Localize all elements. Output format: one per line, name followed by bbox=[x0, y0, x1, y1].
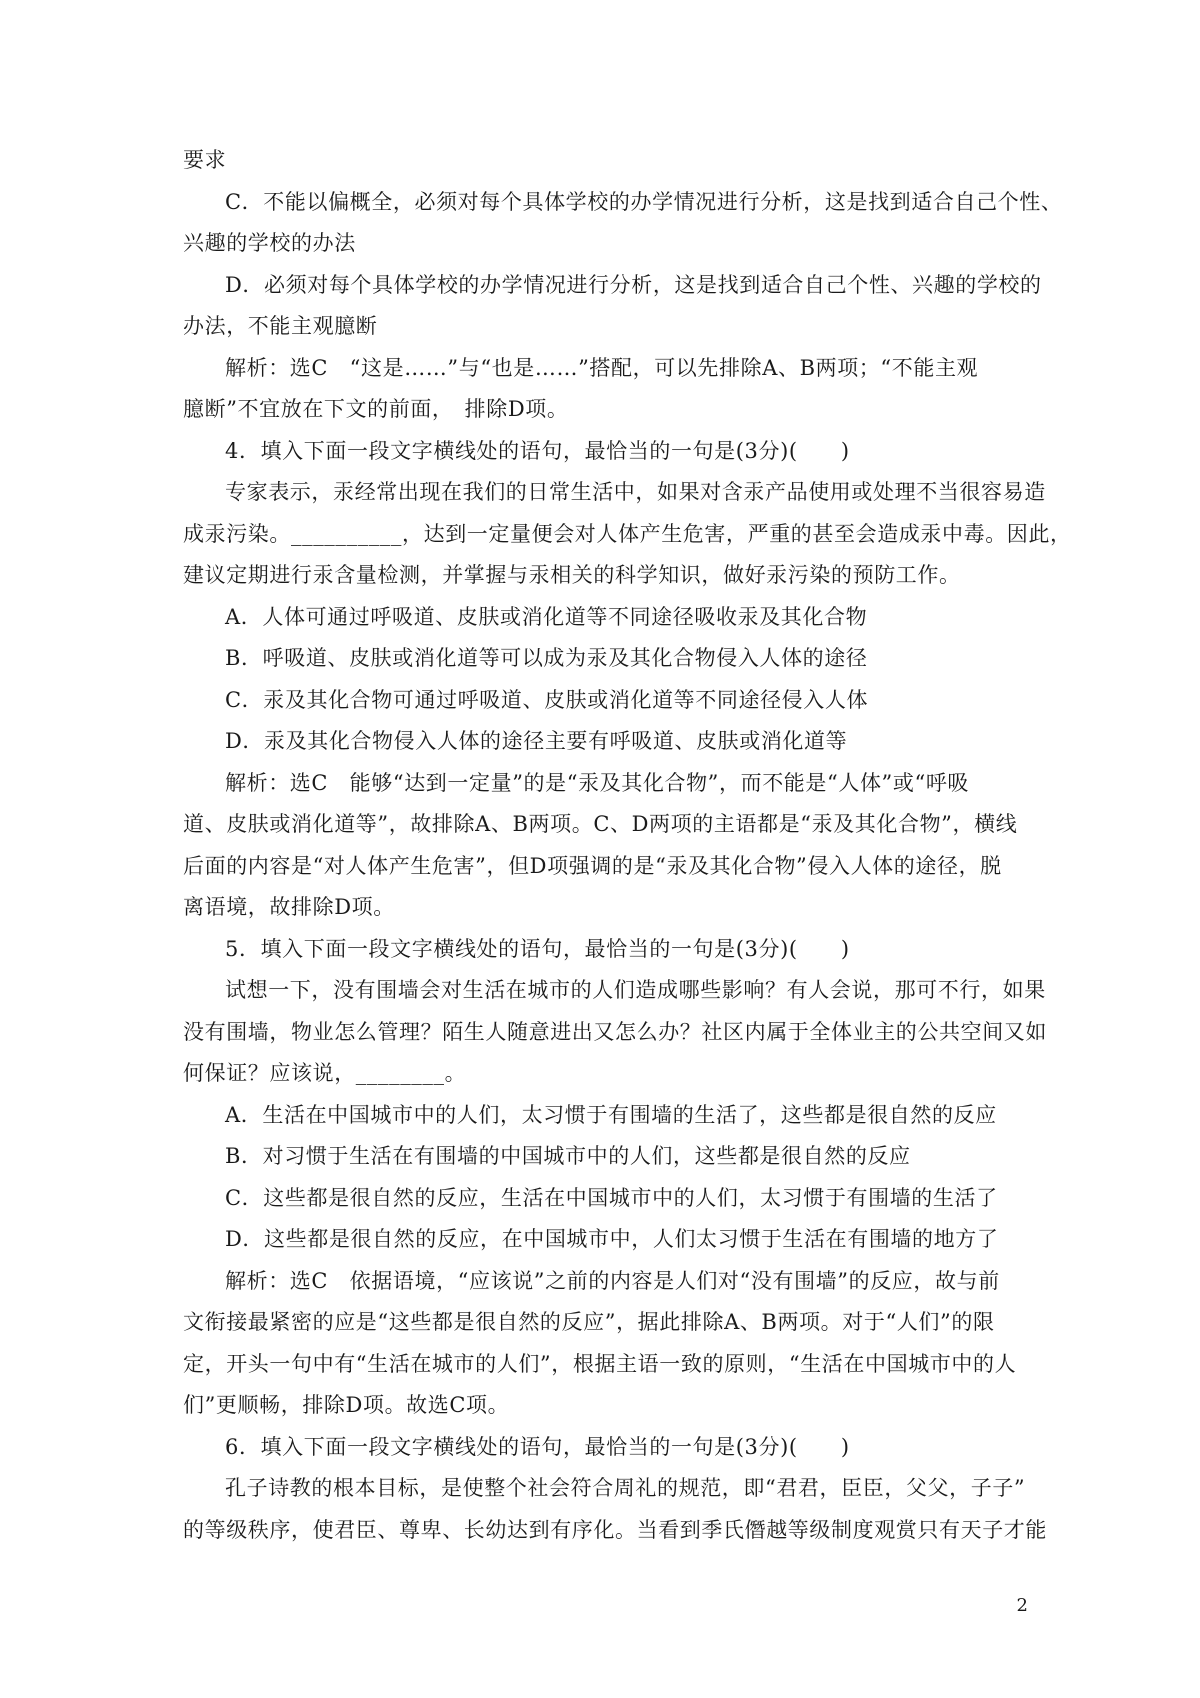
document-body bbox=[183, 140, 1072, 1551]
analysis-q4: 解析：选C 能够“达到一定量”的是“汞及其化合物”，而不能是“人体”或“呼吸 bbox=[225, 770, 970, 795]
passage-q4-cont: 成汞污染。__________，达到一定量便会对人体产生危害，严重的甚至会造成汞中毒。因此， bbox=[183, 521, 1072, 546]
option-c-q5: C．这些都是很自然的反应，生活在中国城市中的人们，太习惯于有围墙的生活了 bbox=[225, 1185, 998, 1210]
option-d-q4: D．汞及其化合物侵入人体的途径主要有呼吸道、皮肤或消化道等 bbox=[225, 729, 848, 753]
passage-q4-cont: 建议定期进行汞含量检测，并掌握与汞相关的科学知识，做好汞污染的预防工作。 bbox=[183, 563, 961, 587]
analysis-q3: 解析：选C “这是……”与“也是……”搭配，可以先排除A、B两项；“不能主观 bbox=[225, 355, 979, 380]
passage-q4: 专家表示，汞经常出现在我们的日常生活中，如果对含汞产品使用或处理不当很容易造 bbox=[225, 480, 1046, 504]
option-b-q5: B．对习惯于生活在有围墙的中国城市中的人们，这些都是很自然的反应 bbox=[225, 1144, 911, 1168]
option-d-q3-cont: 办法，不能主观臆断 bbox=[183, 314, 378, 338]
analysis-q4-cont: 后面的内容是“对人体产生危害”，但D项强调的是“汞及其化合物”侵入人体的途径，脱 bbox=[183, 853, 1002, 878]
page-number: 2 bbox=[1016, 1595, 1028, 1616]
option-c-q4: C．汞及其化合物可通过呼吸道、皮肤或消化道等不同途径侵入人体 bbox=[225, 687, 869, 712]
option-c-q3-cont: 兴趣的学校的办法 bbox=[183, 231, 356, 255]
analysis-q5-cont: 定，开头一句中有“生活在城市的人们”，根据主语一致的原则，“生活在中国城市中的人 bbox=[183, 1351, 1017, 1376]
analysis-q5-cont: 文衔接最紧密的应是“这些都是很自然的反应”，据此排除A、B两项。对于“人们”的限 bbox=[183, 1310, 995, 1334]
passage-q6-cont: 的等级秩序，使君臣、尊卑、长幼达到有序化。当看到季氏僭越等级制度观赏只有天子才能 bbox=[183, 1517, 1047, 1542]
option-c-q3: C．不能以偏概全，必须对每个具体学校的办学情况进行分析，这是找到适合自己个性、 bbox=[225, 189, 1063, 214]
option-d-q3: D．必须对每个具体学校的办学情况进行分析，这是找到适合自己个性、兴趣的学校的 bbox=[225, 272, 1042, 297]
question-5: 5．填入下面一段文字横线处的语句，最恰当的一句是(3分)( ) bbox=[225, 936, 850, 961]
analysis-q3-cont: 臆断”不宜放在下文的前面， 排除D项。 bbox=[183, 397, 569, 421]
analysis-q4-cont: 道、皮肤或消化道等”，故排除A、B两项。C、D两项的主语都是“汞及其化合物”，横线 bbox=[183, 812, 1018, 836]
passage-q6: 孔子诗教的根本目标，是使整个社会符合周礼的规范，即“君君，臣臣，父父，子子” bbox=[225, 1476, 1026, 1500]
analysis-q5: 解析：选C 依据语境，“应该说”之前的内容是人们对“没有围墙”的反应，故与前 bbox=[225, 1268, 1000, 1293]
option-d-q5: D．这些都是很自然的反应，在中国城市中，人们太习惯于生活在有围墙的地方了 bbox=[225, 1227, 999, 1251]
analysis-q4-cont: 离语境，故排除D项。 bbox=[183, 895, 395, 919]
text-line-continuation: 要求 bbox=[183, 148, 227, 172]
passage-q5: 试想一下，没有围墙会对生活在城市的人们造成哪些影响？有人会说，那可不行，如果 bbox=[225, 978, 1046, 1002]
passage-q5-cont: 何保证？应该说，________。 bbox=[183, 1061, 467, 1085]
question-6: 6．填入下面一段文字横线处的语句，最恰当的一句是(3分)( ) bbox=[225, 1434, 850, 1459]
option-a-q4: A．人体可通过呼吸道、皮肤或消化道等不同途径吸收汞及其化合物 bbox=[225, 604, 868, 629]
option-b-q4: B．呼吸道、皮肤或消化道等可以成为汞及其化合物侵入人体的途径 bbox=[225, 646, 868, 670]
analysis-q5-cont: 们”更顺畅，排除D项。故选C项。 bbox=[183, 1393, 510, 1417]
option-a-q5: A．生活在中国城市中的人们，太习惯于有围墙的生活了，这些都是很自然的反应 bbox=[225, 1102, 997, 1127]
passage-q5-cont: 没有围墙，物业怎么管理？陌生人随意进出又怎么办？社区内属于全体业主的公共空间又如 bbox=[183, 1019, 1047, 1044]
question-4: 4．填入下面一段文字横线处的语句，最恰当的一句是(3分)( ) bbox=[225, 438, 850, 463]
